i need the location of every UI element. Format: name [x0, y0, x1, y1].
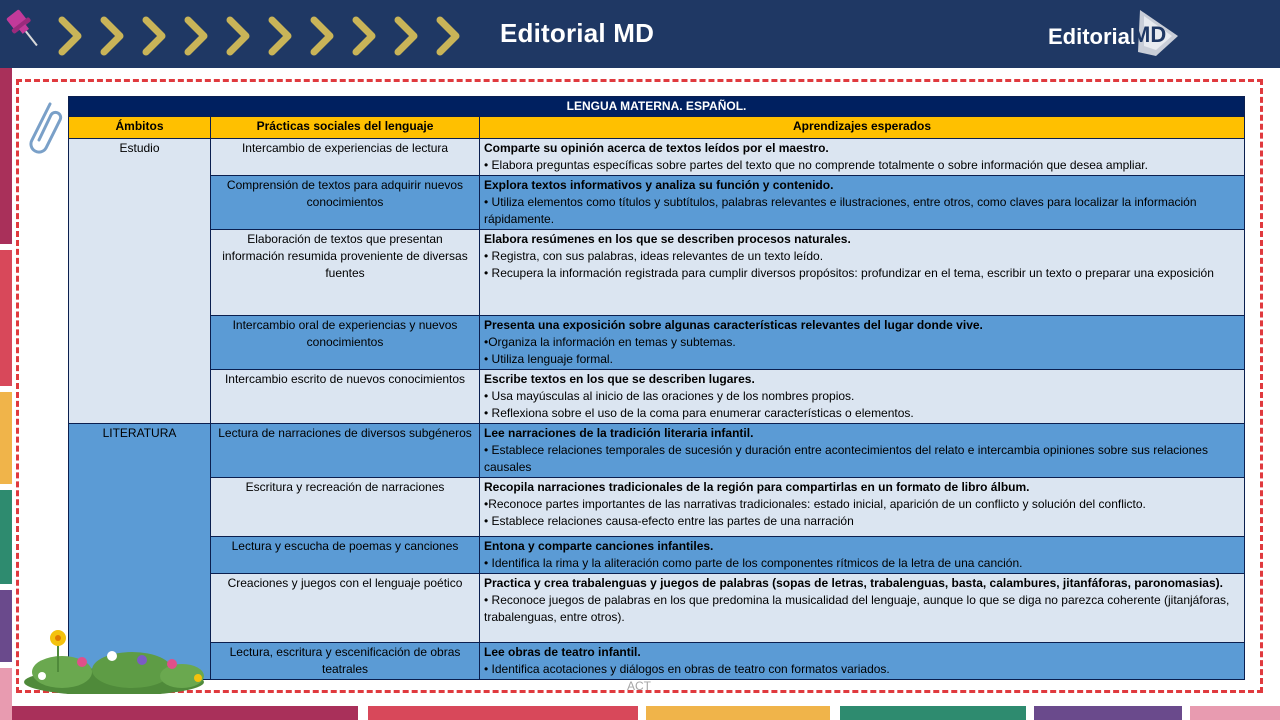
aprendizaje-cell: [480, 370, 1245, 424]
chevron-right-icon: [178, 14, 216, 58]
left-accent-bar: [0, 490, 12, 584]
flower-bush-icon: [22, 616, 206, 694]
aprendizaje-bullet: • Identifica acotaciones y diálogos en obras de teatro con formatos variados.: [484, 662, 890, 676]
aprendizaje-cell: [480, 176, 1245, 230]
aprendizaje-heading: Practica y crea trabalenguas y juegos de palabras (sopas de letras, trabalenguas, basta, calambures, jitanfáforas, paronomasias).: [484, 576, 1223, 590]
practica-cell: Lectura y escucha de poemas y canciones: [211, 537, 480, 574]
chevron-right-icon: [388, 14, 426, 58]
aprendizaje-cell: [480, 537, 1245, 574]
table-row: [69, 230, 1245, 316]
left-accent-bar: [0, 668, 12, 720]
aprendizaje-cell: [480, 478, 1245, 537]
practica-cell: Escritura y recreación de narraciones: [211, 478, 480, 537]
bottom-accent-bar: [1190, 706, 1280, 720]
aprendizaje-bullet: •Organiza la información en temas y subtemas.: [484, 335, 736, 349]
aprendizaje-bullet: • Establece relaciones temporales de sucesión y duración entre acontecimientos del relato e intercambia opiniones sobre sus relaciones causales: [484, 443, 1208, 474]
aprendizaje-heading: Entona y comparte canciones infantiles.: [484, 539, 714, 553]
aprendizaje-cell: [480, 643, 1245, 680]
aprendizaje-bullet: • Elabora preguntas específicas sobre partes del texto que no comprende totalmente o sobre información que desea ampliar.: [484, 158, 1148, 172]
practica-cell: Elaboración de textos que presentan información resumida proveniente de diversas fuentes: [211, 230, 480, 316]
header-aprendizajes: Aprendizajes esperados: [480, 117, 1245, 139]
aprendizaje-heading: Lee narraciones de la tradición literaria infantil.: [484, 426, 754, 440]
curriculum-table: [68, 96, 1245, 680]
chevron-right-icon: [262, 14, 300, 58]
practica-cell: Intercambio de experiencias de lectura: [211, 139, 480, 176]
table-body: [69, 139, 1245, 680]
practica-cell: Lectura de narraciones de diversos subgéneros: [211, 424, 480, 478]
practica-cell: Lectura, escritura y escenificación de obras teatrales: [211, 643, 480, 680]
chevron-right-icon: [52, 14, 90, 58]
aprendizaje-bullet: • Reflexiona sobre el uso de la coma para enumerar características o elementos.: [484, 406, 914, 420]
header-title: Editorial MD: [500, 18, 655, 48]
practica-cell: Creaciones y juegos con el lenguaje poético: [211, 574, 480, 643]
aprendizaje-heading: Lee obras de teatro infantil.: [484, 645, 641, 659]
left-accent-bar: [0, 68, 12, 244]
chevron-right-icon: [94, 14, 132, 58]
table-row: [69, 424, 1245, 478]
bottom-accent-bar: [1034, 706, 1182, 720]
left-accent-bar: [0, 590, 12, 662]
chevron-right-icon: [136, 14, 174, 58]
table-title: LENGUA MATERNA. ESPAÑOL.: [69, 97, 1245, 117]
table-row: [69, 176, 1245, 230]
logo-text: Editorial: [1048, 24, 1137, 49]
bottom-accent-bar: [12, 706, 358, 720]
aprendizaje-cell: [480, 230, 1245, 316]
table-row: [69, 316, 1245, 370]
aprendizaje-heading: Escribe textos en los que se describen lugares.: [484, 372, 755, 386]
aprendizaje-heading: Recopila narraciones tradicionales de la región para compartirlas en un formato de libro álbum.: [484, 480, 1030, 494]
footer-label: ACT: [627, 679, 651, 693]
header-ambitos: Ámbitos: [69, 117, 211, 139]
chevron-right-icon: [304, 14, 342, 58]
aprendizaje-bullet: • Reconoce juegos de palabras en los que predomina la musicalidad del lenguaje, aunque lo que se diga no parezca coherente (jitanjáforas, trabalenguas, entre otros).: [484, 593, 1230, 624]
aprendizaje-bullet: •Reconoce partes importantes de las narrativas tradicionales: estado inicial, aparición de un conflicto y solución del conflicto.: [484, 497, 1146, 511]
table-row: [69, 574, 1245, 643]
table-row: [69, 370, 1245, 424]
aprendizaje-bullet: • Utiliza elementos como títulos y subtítulos, palabras relevantes e ilustraciones, entre otros, como claves para localizar la información rápidamente.: [484, 195, 1197, 226]
ambito-cell: LITERATURA: [69, 424, 211, 680]
header-bar: [0, 0, 1280, 68]
practica-cell: Comprensión de textos para adquirir nuevos conocimientos: [211, 176, 480, 230]
bottom-accent-bar: [368, 706, 638, 720]
table-row: [69, 478, 1245, 537]
aprendizaje-cell: [480, 424, 1245, 478]
practica-cell: Intercambio oral de experiencias y nuevos conocimientos: [211, 316, 480, 370]
push-pin-icon: [4, 6, 44, 52]
aprendizaje-bullet: • Establece relaciones causa-efecto entre las partes de una narración: [484, 514, 854, 528]
chevron-row: [52, 14, 468, 58]
aprendizaje-bullet: • Usa mayúsculas al inicio de las oraciones y de los nombres propios.: [484, 389, 855, 403]
aprendizaje-heading: Elabora resúmenes en los que se describen procesos naturales.: [484, 232, 851, 246]
left-accent-bar: [0, 392, 12, 484]
chevron-right-icon: [430, 14, 468, 58]
header-practicas: Prácticas sociales del lenguaje: [211, 117, 480, 139]
chevron-right-icon: [346, 14, 384, 58]
aprendizaje-bullet: • Recupera la información registrada para cumplir diversos propósitos: profundizar en el tema, escribir un texto o preparar una exposición: [484, 266, 1214, 280]
aprendizaje-heading: Comparte su opinión acerca de textos leídos por el maestro.: [484, 141, 829, 155]
practica-cell: Intercambio escrito de nuevos conocimientos: [211, 370, 480, 424]
logo-mark: MD: [1132, 22, 1167, 47]
ambito-cell: Estudio: [69, 139, 211, 424]
table-row: [69, 139, 1245, 176]
aprendizaje-cell: [480, 139, 1245, 176]
aprendizaje-cell: [480, 574, 1245, 643]
paperclip-icon: [24, 98, 64, 160]
bottom-accent-bar: [840, 706, 1026, 720]
aprendizaje-heading: Presenta una exposición sobre algunas características relevantes del lugar donde vive.: [484, 318, 983, 332]
aprendizaje-heading: Explora textos informativos y analiza su función y contenido.: [484, 178, 834, 192]
left-accent-bar: [0, 250, 12, 386]
aprendizaje-bullet: • Identifica la rima y la aliteración como parte de los componentes rítmicos de la letra de una canción.: [484, 556, 1023, 570]
aprendizaje-cell: [480, 316, 1245, 370]
aprendizaje-bullet: • Utiliza lenguaje formal.: [484, 352, 613, 366]
chevron-right-icon: [220, 14, 258, 58]
bottom-accent-bar: [646, 706, 830, 720]
aprendizaje-bullet: • Registra, con sus palabras, ideas relevantes de un texto leído.: [484, 249, 824, 263]
table-row: [69, 537, 1245, 574]
table-row: [69, 643, 1245, 680]
